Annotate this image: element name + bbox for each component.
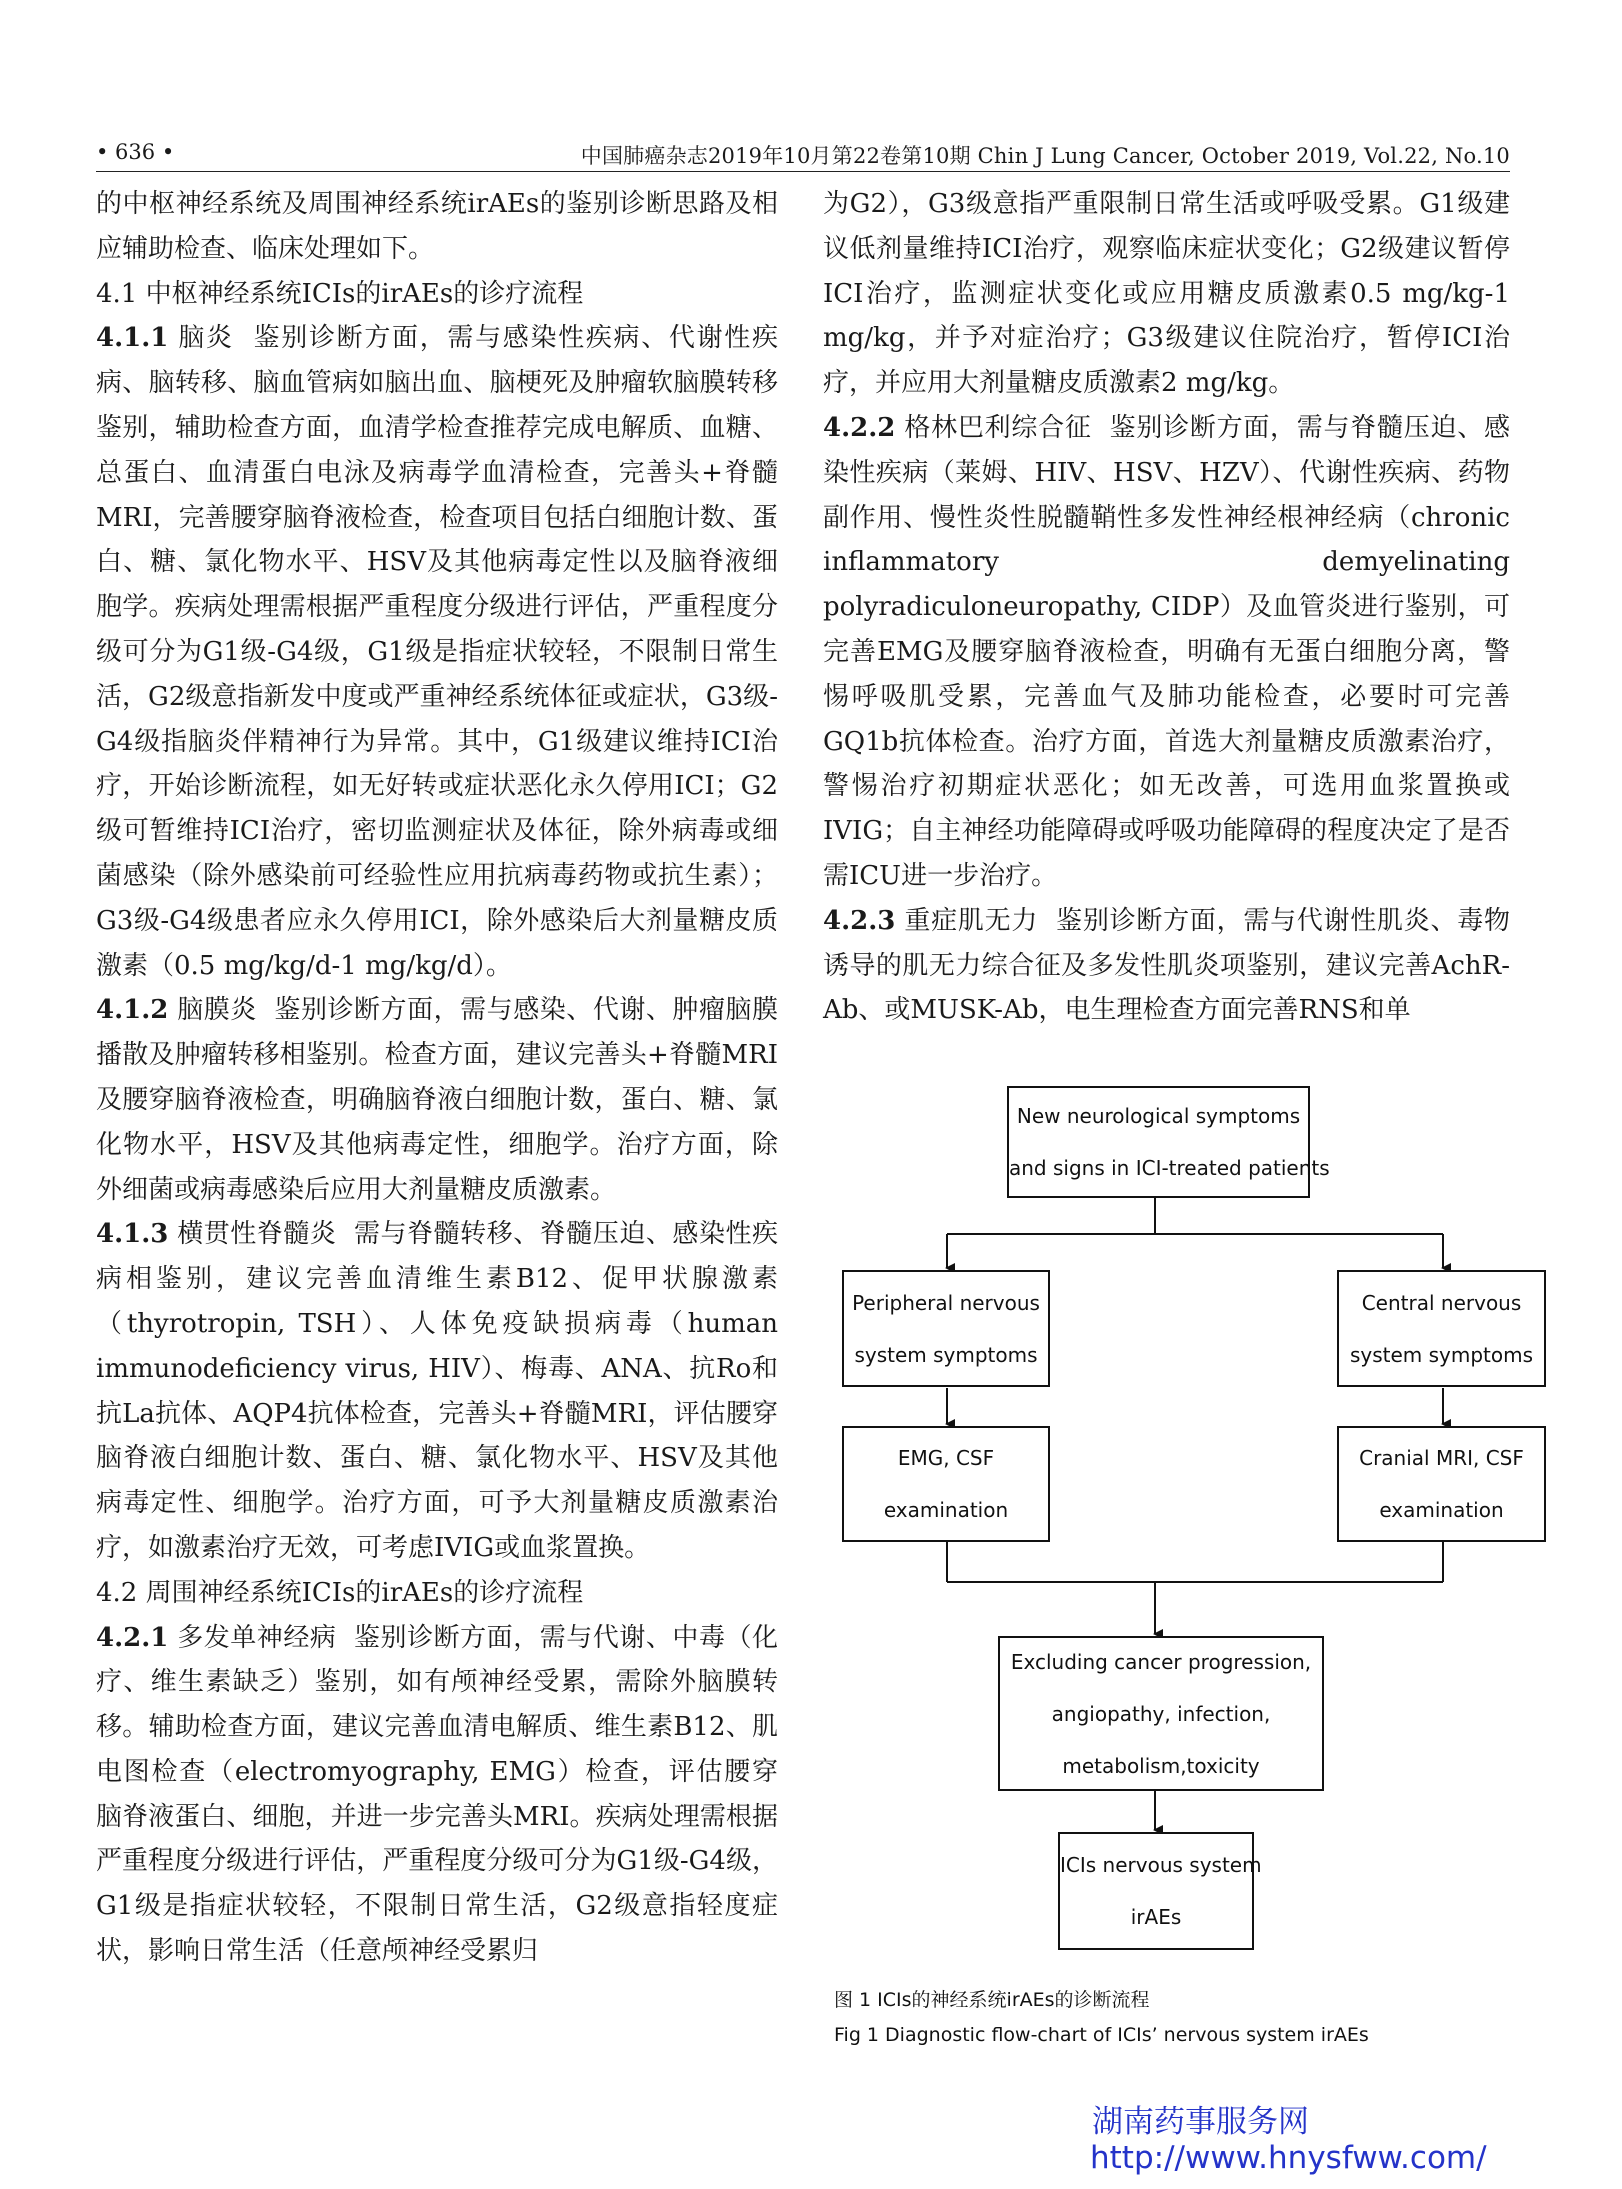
box-text: examination: [1379, 1498, 1504, 1522]
intro-paragraph: 的中枢神经系统及周围神经系统irAEs的鉴别诊断思路及相应辅助检查、临床处理如下。: [96, 189, 778, 264]
paragraph-text: 鉴别诊断方面，需与感染、代谢、肿瘤脑膜播散及肿瘤转移相鉴别。检查方面，建议完善头+脊髓MRI及腰穿脑脊液检查，明确脑脊液白细胞计数，蛋白、糖、氯化物水平，HSV及其他病毒定性，细胞学。治疗方面，除外细菌或病毒感染后应用大剂量糖皮质激素。: [96, 995, 779, 1205]
box-text: Central nervous: [1361, 1290, 1522, 1315]
box-text: EMG, CSF: [897, 1446, 995, 1470]
watermark-url[interactable]: http://www.hnysfww.com/: [1090, 2140, 1487, 2176]
box-excluding: [998, 1636, 1324, 1791]
box-text: Excluding cancer progression,: [1010, 1649, 1312, 1674]
paragraph-mononeuropathy: [96, 1616, 778, 1974]
box-mri-csf: [1337, 1426, 1546, 1542]
box-text: metabolism,toxicity: [1062, 1753, 1260, 1778]
box-peripheral: [842, 1270, 1050, 1387]
paragraph-encephalitis: [96, 316, 778, 988]
box-text: Cranial MRI, CSF: [1359, 1446, 1524, 1470]
box-text: angiopathy, infection,: [1051, 1701, 1271, 1726]
box-new-symptoms: [1007, 1086, 1330, 1198]
journal-title: 中国肺癌杂志2019年10月第22卷第10期 Chin J Lung Cancer, October 2019, Vol.22, No.10: [580, 144, 1510, 168]
section-heading-4-1: 4.1 中枢神经系统ICIs的irAEs的诊疗流程: [96, 278, 584, 309]
box-text: system symptoms: [854, 1342, 1038, 1367]
section-number: 4.2.2: [823, 412, 896, 443]
watermark-name: 湖南药事服务网: [1092, 2104, 1309, 2140]
box-text: ICIs nervous system: [1060, 1853, 1262, 1877]
subsection-title: 脑膜炎: [177, 995, 257, 1026]
section-number: 4.1.1: [96, 323, 169, 354]
section-number: 4.1.3: [96, 1219, 169, 1250]
box-text: New neurological symptoms: [1016, 1104, 1301, 1128]
paragraph-text: 鉴别诊断方面，需与代谢、中毒（化疗、维生素缺乏）鉴别，如有颅神经受累，需除外脑膜转移。辅助检查方面，建议完善血清电解质、维生素B12、肌电图检查（electromyography, EMG）检查，评估腰穿脑脊液蛋白、细胞，并进一步完善头MRI。疾病处理需根据严重程度分级进行评估，严重程度分级可分为G1级-G4级，G1级是指症状较轻，不限制日常生活，G2级意指轻度症状，影响日常生活（任意颅神经受累归: [96, 1622, 779, 1967]
section-number: 4.2.1: [96, 1622, 169, 1653]
paragraph-meningitis: [96, 988, 778, 1212]
box-text: and signs in ICI-treated patients: [1009, 1156, 1330, 1180]
box-text: Peripheral nervous: [852, 1290, 1040, 1315]
page-number: • 636 •: [96, 140, 175, 164]
flowchart-figure: [830, 1070, 1534, 2030]
header-rule: [96, 171, 1510, 172]
box-central: [1337, 1270, 1546, 1387]
section-heading-4-2: 4.2 周围神经系统ICIs的irAEs的诊疗流程: [96, 1577, 584, 1608]
subsection-title: 横贯性脊髓炎: [177, 1219, 337, 1250]
box-text: examination: [883, 1498, 1009, 1522]
figure-caption-en: Fig 1 Diagnostic flow-chart of ICIs’ nervous system irAEs: [834, 2024, 1369, 2046]
section-number: 4.1.2: [96, 995, 169, 1026]
box-text: irAEs: [1130, 1905, 1182, 1929]
paragraph-text: 需与脊髓转移、脊髓压迫、感染性疾病相鉴别，建议完善血清维生素B12、促甲状腺激素（thyrotropin, TSH）、人体免疫缺损病毒（human immunodeficiency virus, HIV）、梅毒、ANA、抗Ro和抗La抗体、AQP4抗体检查，完善头+脊髓MRI，评估腰穿脑脊液白细胞计数、蛋白、糖、氯化物水平、HSV及其他病毒定性、细胞学。治疗方面，可予大剂量糖皮质激素治疗，如激素治疗无效，可考虑IVIG或血浆置换。: [96, 1219, 779, 1563]
paragraph-text: 鉴别诊断方面，需与感染性疾病、代谢性疾病、脑转移、脑血管病如脑出血、脑梗死及肿瘤软脑膜转移鉴别，辅助检查方面，血清学检查推荐完成电解质、血糖、总蛋白、血清蛋白电泳及病毒学血清检查，完善头+脊髓MRI，完善腰穿脑脊液检查，检查项目包括白细胞计数、蛋白、糖、氯化物水平、HSV及其他病毒定性以及脑脊液细胞学。疾病处理需根据严重程度分级进行评估，严重程度分级可分为G1级-G4级，G1级是指症状较轻，不限制日常生活，G2级意指新发中度或严重神经系统体征或症状，G3级-G4级指脑炎伴精神行为异常。其中，G1级建议维持ICI治疗，开始诊断流程，如无好转或症状恶化永久停用ICI；G2级可暂维持ICI治疗，密切监测症状及体征，除外病毒或细菌感染（除外感染前可经验性应用抗病毒药物或抗生素）；G3级-G4级患者应永久停用ICI，除外感染后大剂量糖皮质激素（0.5 mg/kg/d-1 mg/kg/d）。: [96, 323, 778, 981]
continued-paragraph: 为G2），G3级意指严重限制日常生活或呼吸受累。G1级建议低剂量维持ICI治疗，观察临床症状变化；G2级建议暂停ICI治疗，监测症状变化或应用糖皮质激素0.5 mg/kg-1 mg/kg，并予对症治疗；G3级建议住院治疗，暂停ICI治疗，并应用大剂量糖皮质激素2 mg/kg。: [823, 189, 1510, 399]
left-column: [96, 182, 778, 1974]
subsection-title: 重症肌无力: [904, 905, 1039, 936]
paragraph-text: 鉴别诊断方面，需与脊髓压迫、感染性疾病（莱姆、HIV、HSV、HZV）、代谢性疾病、药物副作用、慢性炎性脱髓鞘性多发性神经根神经病（chronic inflammatory demyelinating polyradiculoneuropathy, CIDP）及血管炎进行鉴别，可完善EMG及腰穿脑脊液检查，明确有无蛋白细胞分离，警惕呼吸肌受累，完善血气及肺功能检查，必要时可完善GQ1b抗体检查。治疗方面，首选大剂量糖皮质激素治疗，警惕治疗初期症状恶化；如无改善，可选用血浆置换或IVIG；自主神经功能障碍或呼吸功能障碍的程度决定了是否需ICU进一步治疗。: [823, 412, 1510, 891]
page-header: [96, 136, 1510, 172]
paragraph-gbs: [823, 406, 1510, 899]
subsection-title: 脑炎: [178, 323, 234, 354]
subsection-title: 格林巴利综合征: [904, 412, 1092, 443]
box-text: system symptoms: [1349, 1342, 1534, 1367]
section-number: 4.2.3: [823, 905, 896, 936]
box-emg-csf: [842, 1426, 1050, 1542]
paragraph-text: 鉴别诊断方面，需与代谢性肌炎、毒物诱导的肌无力综合征及多发性肌炎项鉴别，建议完善AchR-Ab、或MUSK-Ab，电生理检查方面完善RNS和单: [823, 905, 1510, 1026]
subsection-title: 多发单神经病: [177, 1622, 337, 1653]
figure-caption-cn: 图 1 ICIs的神经系统irAEs的诊断流程: [834, 1989, 1150, 2011]
right-column: [823, 182, 1510, 1033]
paragraph-myasthenia: [823, 899, 1510, 1033]
paragraph-myelitis: [96, 1212, 778, 1570]
box-result: [1058, 1832, 1262, 1950]
